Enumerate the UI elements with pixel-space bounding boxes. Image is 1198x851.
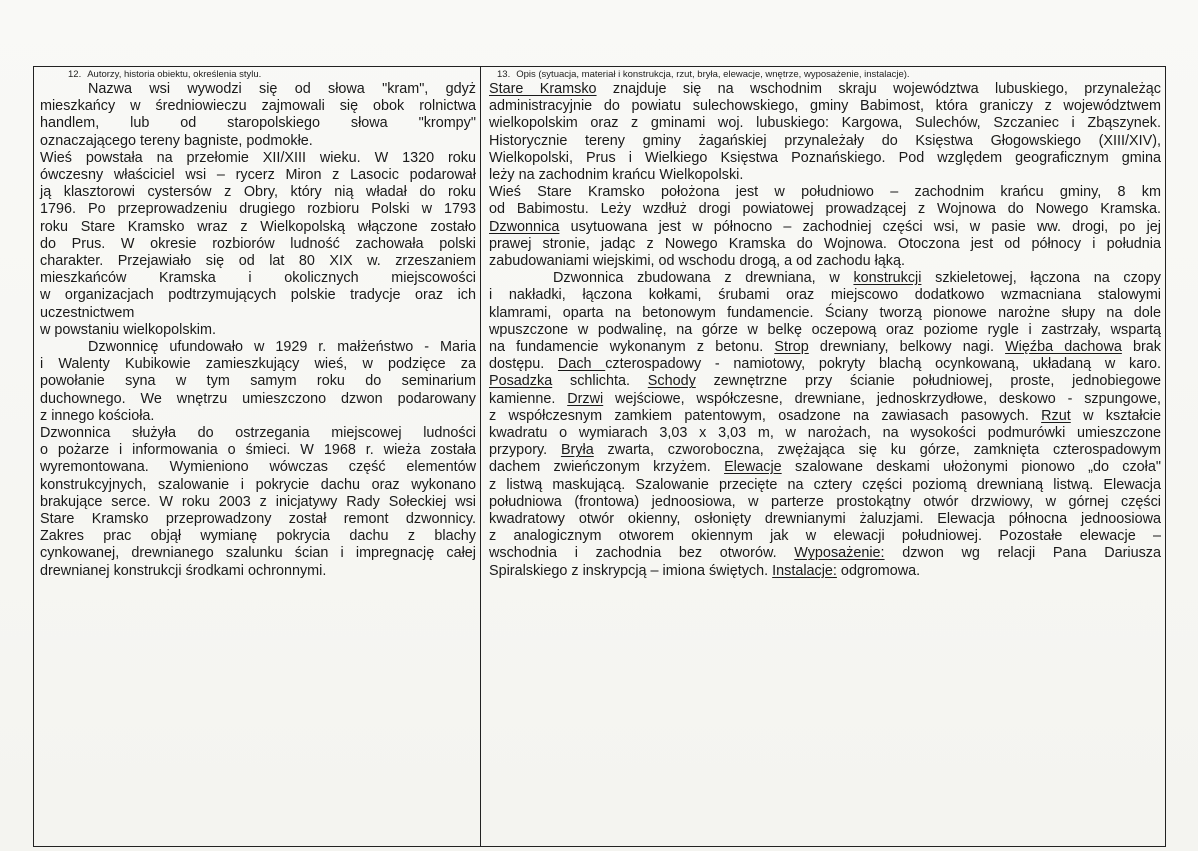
text-line <box>489 494 1161 511</box>
text-line <box>489 391 1161 408</box>
text-line <box>489 115 1161 132</box>
text-segment: Dzwonnica zbudowana z drewniana, w <box>553 270 854 287</box>
text-segment: dzwon wg relacji Pana Dariusza <box>884 545 1161 562</box>
text-segment: brak <box>1121 339 1161 356</box>
text-segment: Wielkopolski, Prus i Wielkiego Księstwa Poznańskiego. Pod względem geograficznym gmina <box>489 149 1161 166</box>
text-segment: wschodnia i zachodnia bez otworów. <box>489 545 795 562</box>
text-line: Stare Kramsko przeprowadzony został remont dzwonnicy. <box>40 511 476 528</box>
text-line <box>489 270 1161 287</box>
text-segment: z listwą maskującą. Szalowanie przecięte na cztery części poziomą drewnianą listwą. Elewacja <box>489 476 1161 493</box>
text-line <box>489 528 1161 545</box>
text-line <box>489 322 1161 339</box>
text-segment: schlichta. <box>552 373 648 390</box>
text-line <box>489 133 1161 150</box>
text-segment: klamrami, oparta na betonowym fundamencie. Ściany tworzą pionowe narożne słupy na dole <box>489 304 1161 321</box>
text-line <box>489 459 1161 476</box>
section-12-label: Autorzy, historia obiektu, określenia stylu. <box>87 69 262 80</box>
text-segment: wejściowe, współczesne, drewniane, jednoskrzydłowe, deskowo - szpungowe, <box>603 390 1162 407</box>
text-line <box>489 201 1161 218</box>
text-line: wyremontowana. Wymieniono wówczas część elementów <box>40 459 476 476</box>
text-segment: i nakładki, łączona kołkami, śrubami oraz miejscowo dodatkowo wzmacniana stalowymi <box>489 287 1161 304</box>
text-line: ją klasztorowi cystersów z Obry, który nią władał do roku <box>40 184 476 201</box>
text-line <box>489 408 1161 425</box>
text-line: w organizacjach podtrzymujących polskie tradycje oraz ich <box>40 287 476 304</box>
text-line <box>489 373 1161 390</box>
text-segment: dachem zwieńczonym krzyżem. <box>489 459 725 476</box>
underlined-term: konstrukcji <box>853 270 922 287</box>
text-line <box>489 167 1161 184</box>
text-line: Dzwonnicę ufundowało w 1929 r. małżeństwo - Maria <box>88 339 476 356</box>
underlined-term: Wyposażenie: <box>794 545 885 562</box>
section-13-label: Opis (sytuacja, materiał i konstrukcja, rzut, bryła, elewacje, wnętrze, wyposażenie, instalacje). <box>516 69 910 80</box>
text-segment: szalowane deskami ułożonymi pionowo „do czoła" <box>781 459 1161 476</box>
text-segment: kwadratu o wymiarach 3,03 x 3,03 m, w narożach, na wysokości podmurówki umieszczone <box>489 425 1161 442</box>
text-line <box>489 81 1161 98</box>
underlined-term: Dzwonnica <box>489 218 560 235</box>
text-segment: z współczesnym zamkiem patentowym, osadzone na zawiasach pasowych. <box>489 407 1042 424</box>
text-segment: prawej stronie, jadąc z Nowego Kramska do Wojnowa. Otoczona jest od północy i południa <box>489 235 1161 252</box>
text-line: ówczesny właściciel wsi – rycerz Miron z Lasocic podarował <box>40 167 476 184</box>
text-segment: południowa (frontowa) jednoosiowa, w parterze prostokątny otwór drzwiowy, w górnej części <box>489 493 1161 510</box>
text-line: handlem, lub od staropolskiego słowa "krompy" <box>40 115 476 132</box>
text-segment: wpuszczone w podwalinę, na górze w belkę oczepową oraz poziome rygle i zastrzały, wspartą <box>489 321 1161 338</box>
text-line <box>489 563 1161 580</box>
text-line: o pożarze i informowania o śmieci. W 1968 r. wieża została <box>40 442 476 459</box>
underlined-term: Dach <box>557 356 606 373</box>
text-line: Nazwa wsi wywodzi się od słowa "kram", gdyż <box>88 81 476 97</box>
text-segment: na fundamencie wykonanym z betonu. <box>489 339 775 356</box>
text-segment: czterospadowy - namiotowy, pokryty blachą ocynkowaną, układaną w karo. <box>605 356 1161 373</box>
text-line <box>489 545 1161 562</box>
text-segment: wielkopolskim oraz z gminami woj. lubuskiego: Kargowa, Sulechów, Szczaniec i Zbąszynek. <box>489 115 1161 132</box>
text-line <box>489 287 1161 304</box>
text-line <box>489 184 1161 201</box>
section-13-header <box>489 69 1161 81</box>
text-line: powołanie syna w tym samym roku do seminarium <box>40 373 476 390</box>
underlined-term: Instalacje: <box>772 562 837 579</box>
text-segment: leży na zachodnim krańcu Wielkopolski. <box>489 167 744 184</box>
text-line: 1796. Po przeprowadzeniu drugiego rozbioru Polski w 1793 <box>40 201 476 218</box>
text-line: Wieś powstała na przełomie XII/XIII wieku. W 1320 roku <box>40 149 476 166</box>
text-line: oznaczającego tereny bagniste, podmokłe. <box>40 132 313 149</box>
section-12-header <box>40 69 476 81</box>
underlined-term: Strop <box>774 339 809 356</box>
text-line <box>489 219 1161 236</box>
text-line <box>489 305 1161 322</box>
text-segment: kwadratowy otwór okienny, osłonięty drewnianymi żaluzjami. Elewacja północna jednoosiowa <box>489 511 1161 528</box>
text-segment: dostępu. <box>489 356 558 373</box>
text-line: konstrukcyjnych, szalowanie i pokrycie dachu oraz wykonano <box>40 476 476 493</box>
underlined-term: Więźba dachowa <box>1005 339 1122 356</box>
text-line <box>489 477 1161 494</box>
text-line <box>489 425 1161 442</box>
section-13-text <box>489 81 1161 580</box>
section-12-authors-history <box>34 67 481 846</box>
underlined-term: Elewacje <box>724 459 782 476</box>
text-line <box>489 442 1161 459</box>
text-segment: usytuowana jest w północno – zachodniej części wsi, w pasie ww. drogi, po jej <box>559 218 1161 235</box>
text-segment: administracyjnie do powiatu sulechowskiego, gminy Babimost, która graniczy z województwem <box>489 98 1161 115</box>
section-13-number: 13. <box>497 69 511 80</box>
text-segment: od Babimostu. Leży wzdłuż drogi powiatowej prowadzącej z Wojnowa do Nowego Kramska. <box>489 201 1161 218</box>
text-line <box>489 511 1161 528</box>
text-line: Dzwonnica służyła do ostrzegania miejscowej ludności <box>40 425 476 442</box>
text-segment: kamienne. <box>489 390 568 407</box>
section-12-text <box>40 81 476 580</box>
text-segment: w kształcie <box>1070 407 1161 424</box>
section-13-description <box>481 67 1165 846</box>
text-line: charakter. Przejawiało się od lat 80 XIX w. zrzeszaniem <box>40 253 476 270</box>
underlined-term: Drzwi <box>567 390 604 407</box>
text-segment: szkieletowej, łączona na czopy <box>921 270 1161 287</box>
text-line: uczestnictwem <box>40 304 135 321</box>
text-line: drewnianej konstrukcji środkami ochronnymi. <box>40 562 327 579</box>
text-segment: zwarta, czworoboczna, zwężająca się ku górze, zamknięta czterospadowym <box>593 442 1161 459</box>
text-segment: zabudowaniami wiejskimi, od wschodu drogą, a od zachodu łąką. <box>489 253 905 270</box>
underlined-term: Posadzka <box>489 373 553 390</box>
text-line <box>489 98 1161 115</box>
text-segment: Wieś Stare Kramsko położona jest w południowo – zachodnim krańcu gminy, 8 km <box>489 184 1161 201</box>
text-line: duchownego. We wnętrzu umieszczono dzwon podarowany <box>40 390 476 407</box>
form-table <box>33 66 1166 847</box>
underlined-term: Bryła <box>560 442 594 459</box>
underlined-term: Stare Kramsko <box>489 81 597 97</box>
text-line: brakujące serce. W roku 2003 z inicjatywy Rady Sołeckiej wsi <box>40 493 476 510</box>
text-segment: odgromowa. <box>836 562 921 579</box>
text-segment: drewniany, belkowy nagi. <box>808 339 1006 356</box>
text-line: Zakres prac objął wymianę pokrycia dachu z blachy <box>40 528 476 545</box>
text-segment: zewnętrzne przy ścianie południowej, proste, jednobiegowe <box>695 373 1161 390</box>
text-line <box>489 356 1161 373</box>
text-line <box>489 236 1161 253</box>
text-line: roku Stare Kramsko wraz z Wielkopolską włączone zostało <box>40 218 476 235</box>
text-segment: z analogicznym otworem okiennym jak w elewacji południowej. Pozostałe elewacje – <box>489 528 1161 545</box>
text-segment: przypory. <box>489 442 561 459</box>
text-line: cynkowanej, drewnianego szalunku ścian i impregnację całej <box>40 545 476 562</box>
text-line <box>489 339 1161 356</box>
text-line: i Walenty Kubikowie zamieszkujący wieś, w podzięce za <box>40 356 476 373</box>
text-line: z innego kościoła. <box>40 407 155 424</box>
text-segment: Spiralskiego z inskrypcją – imiona świętych. <box>489 562 773 579</box>
text-segment: Historycznie tereny gminy żagańskiej przynależały do Księstwa Głogowskiego (XIII/XIV), <box>489 132 1161 149</box>
section-12-number: 12. <box>68 69 82 80</box>
text-line: w powstaniu wielkopolskim. <box>40 321 216 338</box>
underlined-term: Rzut <box>1041 407 1071 424</box>
text-line <box>489 150 1161 167</box>
text-segment: znajduje się na wschodnim skraju województwa lubuskiego, przynależąc <box>596 81 1162 97</box>
text-line: mieszkańców Kramska i okolicznych miejscowości <box>40 270 476 287</box>
text-line: do Prus. W okresie rozbiorów ludność zachowała polski <box>40 235 476 252</box>
text-line <box>489 253 1161 270</box>
text-line: mieszkańcy w średniowieczu zajmowali się obok rolnictwa <box>40 98 476 115</box>
underlined-term: Schody <box>647 373 696 390</box>
